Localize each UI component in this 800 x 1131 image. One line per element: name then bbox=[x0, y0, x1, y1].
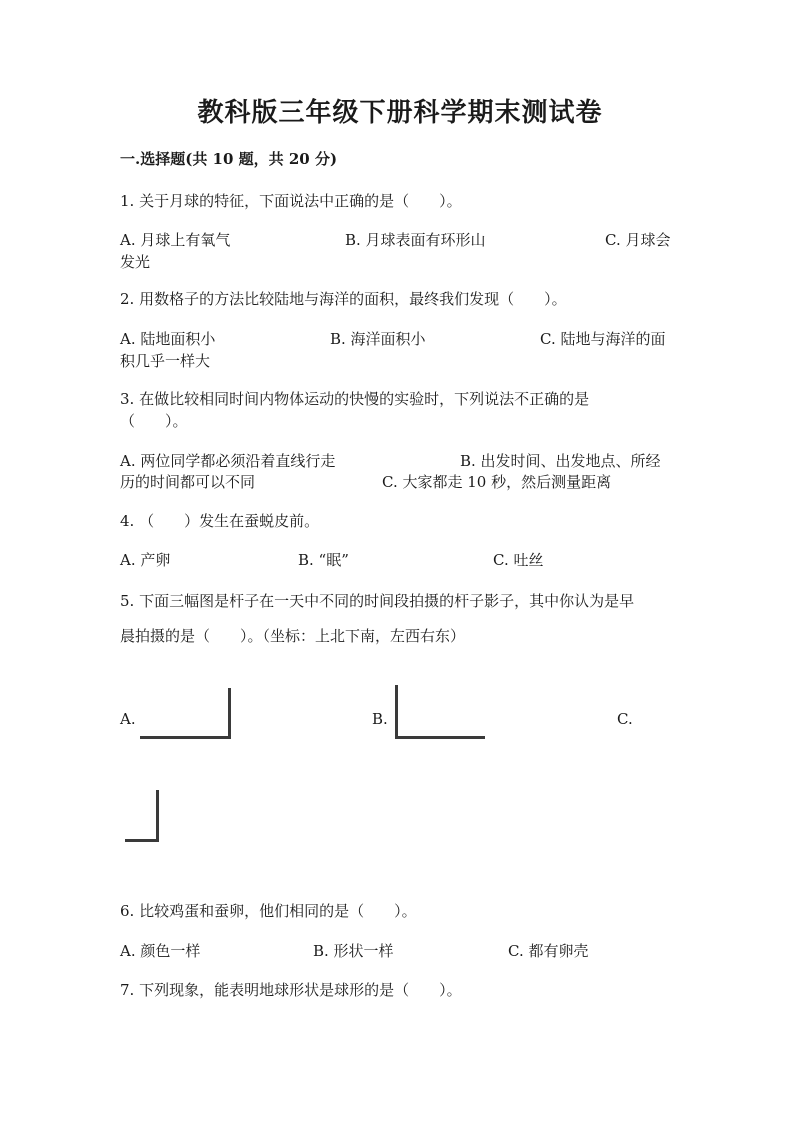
pole-a bbox=[228, 688, 231, 738]
question-5-cont: 晨拍摄的是（ ）。（坐标：上北下南，左西右东） bbox=[120, 627, 466, 645]
shadow-b bbox=[395, 736, 485, 739]
q3-option-b-cont: 历的时间都可以不同 bbox=[120, 473, 256, 491]
q1-option-c-cont: 发光 bbox=[120, 253, 151, 271]
q1-option-a: A. 月球上有氧气 bbox=[120, 231, 231, 249]
q5-option-c: C. bbox=[617, 710, 633, 728]
question-7: 7. 下列现象，能表明地球形状是球形的是（ ）。 bbox=[120, 981, 462, 999]
q6-option-a: A. 颜色一样 bbox=[120, 942, 201, 960]
q5-option-a: A. bbox=[120, 710, 136, 728]
q6-option-b: B. 形状一样 bbox=[313, 942, 394, 960]
q3-option-b: B. 出发时间、出发地点、所经 bbox=[460, 452, 661, 470]
question-6: 6. 比较鸡蛋和蚕卵，他们相同的是（ ）。 bbox=[120, 902, 417, 920]
q2-option-c-cont: 积几乎一样大 bbox=[120, 352, 211, 370]
q1-option-c: C. 月球会 bbox=[605, 231, 671, 249]
shadow-c bbox=[125, 839, 159, 842]
q6-option-c: C. 都有卵壳 bbox=[508, 942, 589, 960]
q4-option-c: C. 吐丝 bbox=[493, 551, 544, 569]
q2-option-b: B. 海洋面积小 bbox=[330, 330, 426, 348]
q5-option-b: B. bbox=[372, 710, 388, 728]
q3-option-c: C. 大家都走 10 秒，然后测量距离 bbox=[382, 473, 612, 491]
question-3: 3. 在做比较相同时间内物体运动的快慢的实验时，下列说法不正确的是 bbox=[120, 390, 590, 408]
question-1: 1. 关于月球的特征，下面说法中正确的是（ ）。 bbox=[120, 192, 462, 210]
q2-option-a: A. 陆地面积小 bbox=[120, 330, 216, 348]
q4-option-a: A. 产卵 bbox=[120, 551, 171, 569]
q2-option-c: C. 陆地与海洋的面 bbox=[540, 330, 666, 348]
question-4: 4. （ ）发生在蚕蜕皮前。 bbox=[120, 512, 320, 530]
question-3-cont: （ ）。 bbox=[120, 412, 188, 430]
question-2: 2. 用数格子的方法比较陆地与海洋的面积，最终我们发现（ ）。 bbox=[120, 290, 567, 308]
pole-c bbox=[156, 790, 159, 841]
pole-b bbox=[395, 685, 398, 738]
section-header: 一.选择题(共 10 题，共 20 分) bbox=[120, 150, 338, 168]
shadow-a bbox=[140, 736, 231, 739]
question-5: 5. 下面三幅图是杆子在一天中不同的时间段拍摄的杆子影子，其中你认为是早 bbox=[120, 592, 635, 610]
q1-option-b: B. 月球表面有环形山 bbox=[345, 231, 486, 249]
page-title: 教科版三年级下册科学期末测试卷 bbox=[197, 98, 603, 128]
q4-option-b: B. “眠” bbox=[298, 551, 349, 569]
q3-option-a: A. 两位同学都必须沿着直线行走 bbox=[120, 452, 336, 470]
